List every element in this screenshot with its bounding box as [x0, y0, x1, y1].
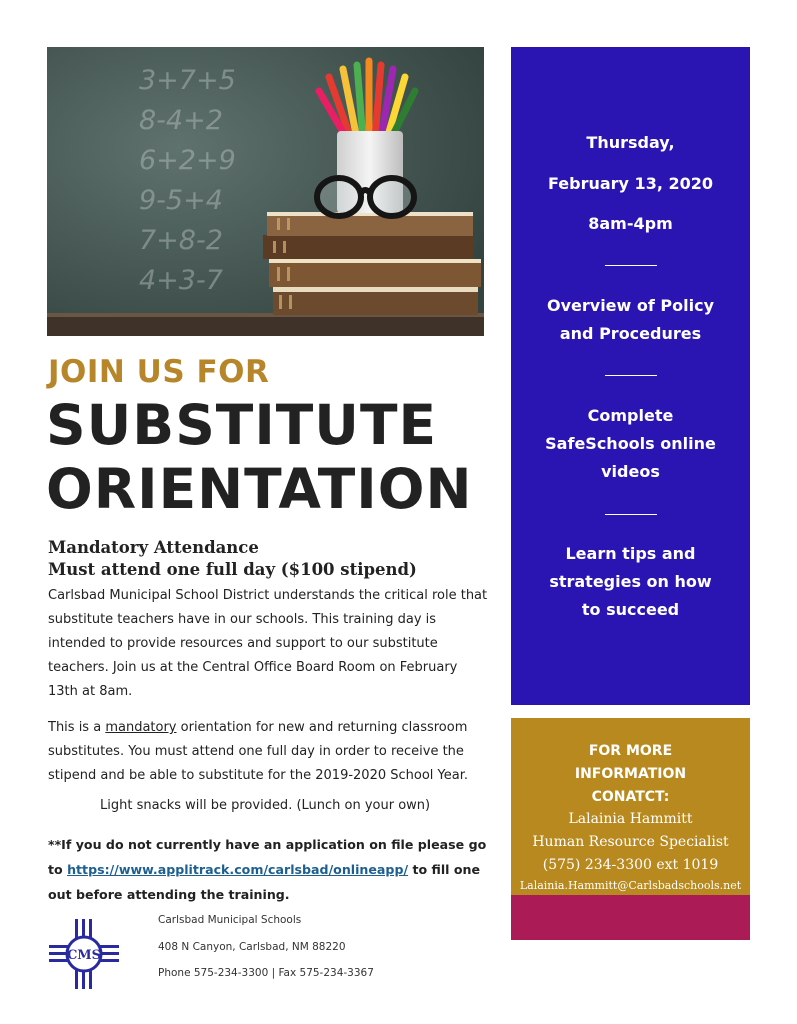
divider: [605, 375, 657, 376]
contact-heading: INFORMATION: [574, 766, 687, 782]
agenda-item-3: Learn tips and: [565, 544, 696, 563]
agenda-item-2: Complete: [587, 406, 674, 425]
application-text: to fill one out before attending the training.: [48, 862, 481, 902]
contact-name: Lalainia Hammitt: [568, 811, 693, 827]
title-substitute: SUBSTITUTE: [46, 393, 438, 457]
chalkboard-books-pencils-image: [47, 47, 484, 336]
agenda-item-3: to succeed: [581, 600, 680, 619]
title-orientation: ORIENTATION: [46, 457, 473, 521]
contact-panel: [511, 718, 750, 895]
chalk-line: 3+7+5: [139, 65, 236, 96]
join-us-heading: JOIN US FOR: [48, 354, 270, 390]
chalk-line: 6+2+9: [139, 145, 236, 176]
application-text: **If you do not currently have an application on file please go to: [48, 837, 487, 877]
event-day: Thursday,: [586, 133, 675, 152]
snacks-note: Light snacks will be provided. (Lunch on your own): [100, 798, 431, 813]
requirement-text: This is a: [48, 720, 106, 735]
accent-strip: [511, 895, 750, 940]
book-stack: [263, 212, 481, 315]
stipend-note: Must attend one full day ($100 stipend): [48, 560, 417, 579]
agenda-item-3: strategies on how: [549, 572, 712, 591]
mandatory-word: mandatory: [105, 720, 177, 735]
agenda-item-1: Overview of Policy: [546, 296, 714, 315]
contact-phone: (575) 234-3300 ext 1019: [542, 857, 719, 873]
agenda-item-2: SafeSchools online: [545, 434, 716, 453]
event-date: February 13, 2020: [548, 174, 713, 193]
requirement-paragraph: [48, 716, 488, 788]
org-name: Carlsbad Municipal Schools: [158, 914, 302, 926]
contact-heading: FOR MORE: [588, 743, 673, 759]
contact-heading: CONATCT:: [591, 789, 670, 805]
application-note: [48, 832, 496, 907]
requirement-text: orientation for new and returning classroom substitutes. You must attend one full day in order to receive the stipend and be able to substitute for the 2019-2020 School Year.: [48, 720, 468, 783]
contact-email[interactable]: Lalainia.Hammitt@Carlsbadschools.net: [519, 879, 742, 892]
chalk-line: 7+8-2: [139, 225, 223, 256]
org-phone-fax: Phone 575-234-3300 | Fax 575-234-3367: [158, 967, 374, 979]
chalk-line: 9-5+4: [139, 185, 223, 216]
event-details-panel: [511, 47, 750, 705]
mandatory-attendance: Mandatory Attendance: [48, 538, 259, 557]
hero-photo: [47, 47, 484, 336]
intro-paragraph: Carlsbad Municipal School District understands the critical role that substitute teachers have in our schools. This training day is intended to provide resources and support to our substitute teachers. Join us at the Central Office Board Room on February 13th at 8am.: [48, 588, 488, 699]
logo-letters: CMS: [66, 948, 102, 963]
event-time: 8am-4pm: [588, 214, 673, 233]
contact-role: Human Resource Specialist: [532, 834, 729, 850]
zia-symbol-icon: [48, 918, 120, 990]
divider: [605, 514, 657, 515]
org-address: 408 N Canyon, Carlsbad, NM 88220: [158, 941, 346, 953]
divider: [605, 265, 657, 266]
chalk-line: 4+3-7: [139, 265, 223, 296]
agenda-item-2: videos: [601, 462, 660, 481]
application-link[interactable]: https://www.applitrack.com/carlsbad/onlineapp/: [67, 862, 409, 877]
district-logo: [48, 918, 120, 990]
chalk-line: 8-4+2: [139, 105, 223, 136]
agenda-item-1: and Procedures: [559, 324, 702, 343]
